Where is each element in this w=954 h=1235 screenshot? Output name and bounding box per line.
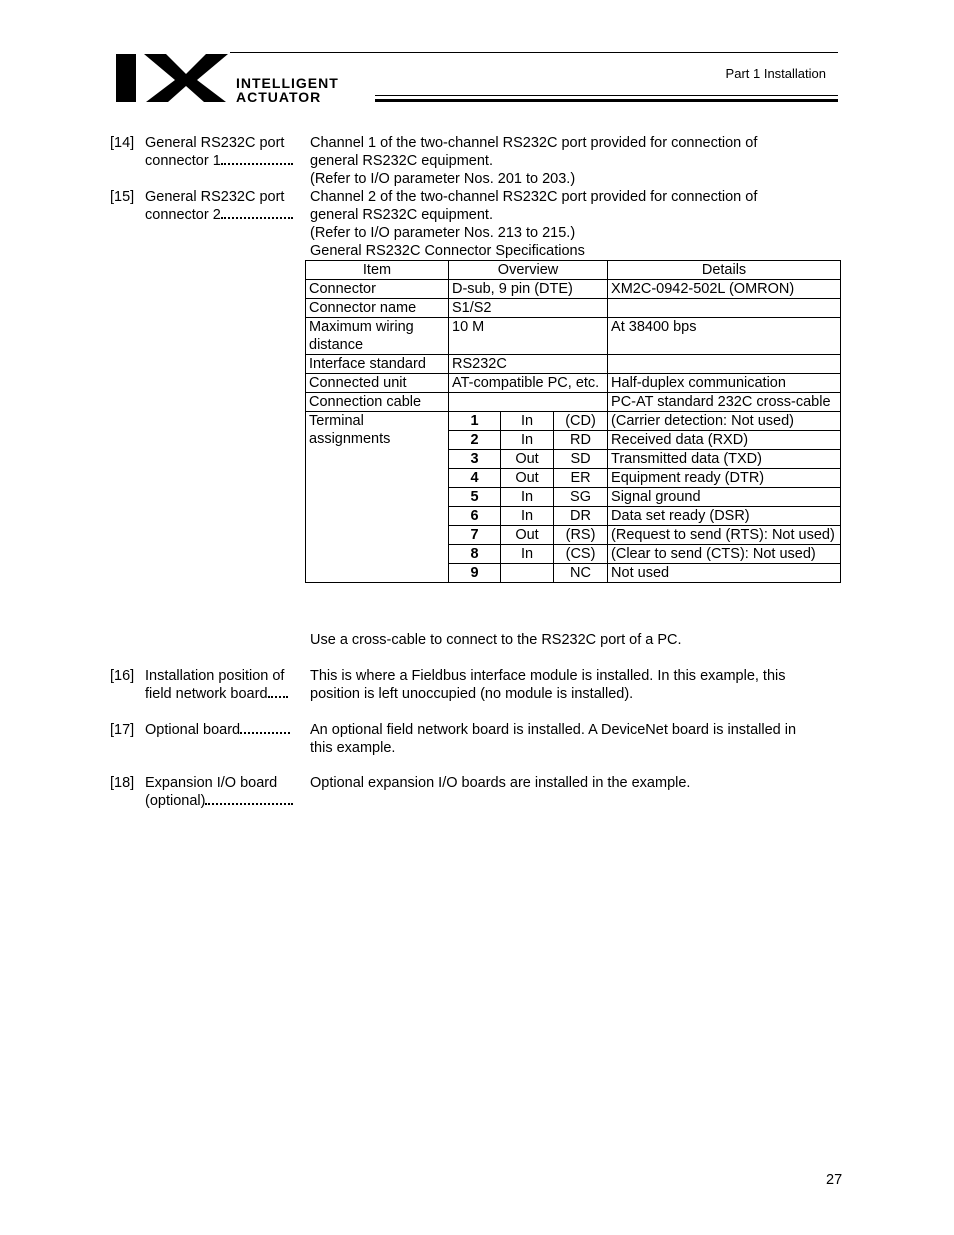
header-cell: Item <box>306 261 449 280</box>
leader-dots <box>205 793 293 805</box>
pin-description: (Clear to send (CTS): Not used) <box>608 545 841 564</box>
item-label <box>145 667 300 703</box>
pin-signal: (CD) <box>554 412 608 431</box>
cell-overview: AT-compatible PC, etc. <box>449 374 608 393</box>
pin-direction: In <box>501 507 554 526</box>
logo-text <box>236 76 339 104</box>
table-header-row <box>306 261 841 280</box>
leader-dots <box>221 153 293 165</box>
pin-number: 9 <box>449 564 501 583</box>
item-label <box>145 188 300 224</box>
pin-direction: Out <box>501 469 554 488</box>
label-line: General RS232C port <box>145 135 285 151</box>
desc-line: (Refer to I/O parameter Nos. 201 to 203.) <box>310 171 576 187</box>
pin-direction <box>501 564 554 583</box>
pin-description: Received data (RXD) <box>608 431 841 450</box>
pin-number: 7 <box>449 526 501 545</box>
header-rule <box>230 52 838 53</box>
item-description <box>310 721 840 757</box>
pin-number: 4 <box>449 469 501 488</box>
cell-details: At 38400 bps <box>608 318 841 355</box>
label-text: (optional) <box>145 793 206 809</box>
label-text: field network board <box>145 686 268 702</box>
pin-signal: (CS) <box>554 545 608 564</box>
pin-number: 3 <box>449 450 501 469</box>
ix-logo <box>114 50 234 104</box>
label-line <box>145 206 300 224</box>
desc-line: position is left unoccupied (no module is installed). <box>310 686 634 702</box>
pin-description: Equipment ready (DTR) <box>608 469 841 488</box>
cell-details: XM2C-0942-502L (OMRON) <box>608 280 841 299</box>
header-rule-thin <box>375 95 838 96</box>
cell-item: Connector name <box>306 299 449 318</box>
desc-line: Channel 2 of the two-channel RS232C port provided for connection of <box>310 189 758 205</box>
pin-description: Signal ground <box>608 488 841 507</box>
desc-line: This is where a Fieldbus interface module is installed. In this example, this <box>310 668 786 684</box>
pin-description: Not used <box>608 564 841 583</box>
pin-signal: NC <box>554 564 608 583</box>
pin-signal: (RS) <box>554 526 608 545</box>
item-number: [17] <box>110 722 135 738</box>
leader-dots <box>268 686 288 698</box>
pin-signal: SD <box>554 450 608 469</box>
item-label <box>145 134 300 170</box>
pin-direction: Out <box>501 526 554 545</box>
cell-details <box>608 299 841 318</box>
cell-item: Connection cable <box>306 393 449 412</box>
page-number: 27 <box>826 1172 843 1188</box>
pin-signal: SG <box>554 488 608 507</box>
header-cell: Details <box>608 261 841 280</box>
pin-row <box>306 412 841 431</box>
cell-overview: 10 M <box>449 318 608 355</box>
pin-description: Transmitted data (TXD) <box>608 450 841 469</box>
cell-item: Connector <box>306 280 449 299</box>
desc-line: (Refer to I/O parameter Nos. 213 to 215.) <box>310 225 576 241</box>
leader-dots <box>240 722 290 734</box>
cell-item: Connected unit <box>306 374 449 393</box>
label-line <box>145 152 300 170</box>
cell-item: Interface standard <box>306 355 449 374</box>
cell-details: PC-AT standard 232C cross-cable <box>608 393 841 412</box>
pin-signal: DR <box>554 507 608 526</box>
label-text: connector 1 <box>145 153 221 169</box>
item-label <box>145 721 300 739</box>
table-row <box>306 318 841 355</box>
desc-line: Channel 1 of the two-channel RS232C port provided for connection of <box>310 135 758 151</box>
pin-signal: RD <box>554 431 608 450</box>
pin-direction: In <box>501 412 554 431</box>
pin-number: 2 <box>449 431 501 450</box>
label-line <box>145 721 300 739</box>
pin-number: 8 <box>449 545 501 564</box>
table-row <box>306 299 841 318</box>
label-text: connector 2 <box>145 207 221 223</box>
cell-overview: D-sub, 9 pin (DTE) <box>449 280 608 299</box>
pin-number: 1 <box>449 412 501 431</box>
cell-overview: S1/S2 <box>449 299 608 318</box>
pin-description: (Request to send (RTS): Not used) <box>608 526 841 545</box>
item-description <box>310 667 840 703</box>
pin-signal: ER <box>554 469 608 488</box>
item-description <box>310 774 840 792</box>
cell-details: Half-duplex communication <box>608 374 841 393</box>
item-description <box>310 134 840 188</box>
table-caption: General RS232C Connector Specifications <box>310 243 585 259</box>
table-row <box>306 393 841 412</box>
table-row <box>306 280 841 299</box>
desc-line: general RS232C equipment. <box>310 153 493 169</box>
logo-line2: ACTUATOR <box>236 89 322 105</box>
pin-number: 5 <box>449 488 501 507</box>
pin-description: Data set ready (DSR) <box>608 507 841 526</box>
pin-number: 6 <box>449 507 501 526</box>
desc-line: general RS232C equipment. <box>310 207 493 223</box>
item-label <box>145 774 300 810</box>
desc-line: An optional field network board is installed. A DeviceNet board is installed in <box>310 722 797 738</box>
terminal-assignments-label: Terminal assignments <box>306 412 449 583</box>
logo-line1: INTELLIGENT <box>236 75 339 91</box>
label-line: Installation position of <box>145 668 285 684</box>
label-line: General RS232C port <box>145 189 285 205</box>
pin-direction: In <box>501 545 554 564</box>
cell-item: Maximum wiring distance <box>306 318 449 355</box>
item-number: [15] <box>110 189 135 205</box>
pin-direction: In <box>501 488 554 507</box>
header-cell: Overview <box>449 261 608 280</box>
cell-overview <box>449 393 608 412</box>
item-number: [14] <box>110 135 135 151</box>
label-line: Expansion I/O board <box>145 775 278 791</box>
pin-direction: In <box>501 431 554 450</box>
pin-description: (Carrier detection: Not used) <box>608 412 841 431</box>
table-row <box>306 374 841 393</box>
desc-line: Optional expansion I/O boards are installed in the example. <box>310 775 691 791</box>
item-description <box>310 188 840 260</box>
section-title: Part 1 Installation <box>725 66 826 81</box>
item-number: [18] <box>110 775 135 791</box>
table-row <box>306 355 841 374</box>
pin-direction: Out <box>501 450 554 469</box>
rs232c-spec-table <box>305 260 841 583</box>
label-text: Optional board <box>145 722 241 738</box>
desc-line: this example. <box>310 740 396 756</box>
leader-dots <box>221 207 293 219</box>
cell-details <box>608 355 841 374</box>
table-note: Use a cross-cable to connect to the RS232C port of a PC. <box>310 632 682 648</box>
item-number: [16] <box>110 668 135 684</box>
cell-overview: RS232C <box>449 355 608 374</box>
header-rule-thick <box>375 99 838 102</box>
label-line <box>145 792 300 810</box>
label-line <box>145 685 300 703</box>
